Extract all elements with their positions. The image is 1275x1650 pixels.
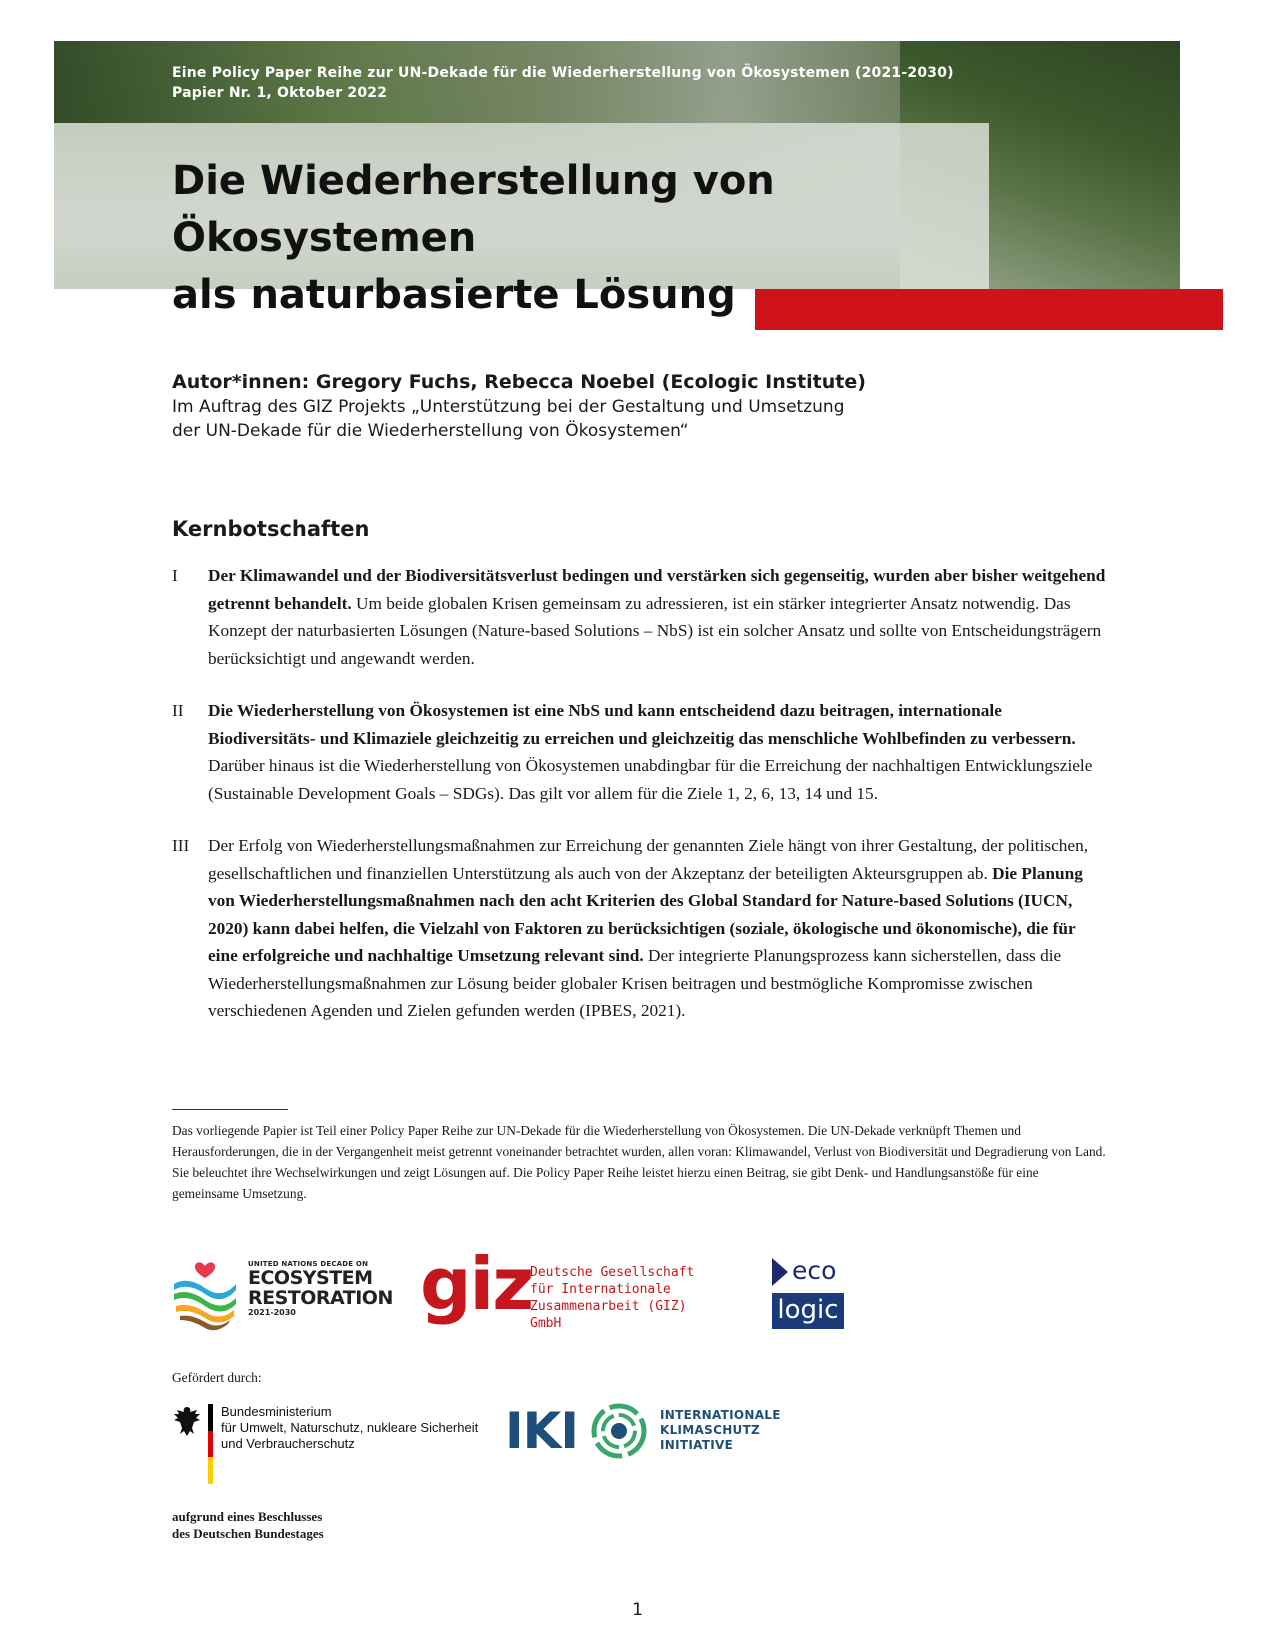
iki-line-3: INITIATIVE	[660, 1438, 734, 1452]
giz-line-2: für Internationale	[530, 1282, 671, 1297]
message-text	[208, 562, 1107, 672]
ecologic-top: eco	[792, 1256, 837, 1285]
header-banner	[54, 41, 1180, 318]
key-message-2	[172, 697, 1107, 807]
decision-line-2: des Deutschen Bundestages	[172, 1526, 324, 1541]
iki-line-2: KLIMASCHUTZ	[660, 1423, 761, 1437]
message-number: III	[172, 836, 190, 855]
page-number: 1	[632, 1600, 643, 1620]
footnote: Das vorliegende Papier ist Teil einer Policy Paper Reihe zur UN-Dekade für die Wiederherstellung von Ökosystemen. Die UN-Dekade verknüpft Themen und Herausforderungen, die in der Vergangenheit meist getrennt voneinander betrachtet wurden, allen voran: Klimawandel, Verlust von Biodiversität und Degradierung von Land. Sie beleuchtet ihre Wechselwirkungen und zeigt Lösungen auf. Die Policy Paper Reihe leistet hierzu einen Beitrag, sie gibt Denk- und Handlungsanstöße für eine gemeinsame Umsetzung.	[172, 1123, 1106, 1201]
message-number: I	[172, 566, 178, 585]
commission-line-2: der UN-Dekade für die Wiederherstellung von Ökosystemen“	[172, 421, 689, 441]
title-line-2: als naturbasierte Lösung	[172, 272, 736, 318]
un-decade-logo	[170, 1258, 393, 1330]
undr-line-2: RESTORATION	[248, 1287, 393, 1309]
series-line: Eine Policy Paper Reihe zur UN-Dekade für die Wiederherstellung von Ökosystemen (2021-2030)	[172, 65, 954, 81]
german-flag-stripe	[208, 1404, 213, 1484]
undr-small: UNITED NATIONS DECADE ON	[248, 1260, 369, 1268]
decision-line-1: aufgrund eines Beschlusses	[172, 1509, 323, 1524]
bmu-line-2: für Umwelt, Naturschutz, nukleare Sicherheit	[221, 1420, 479, 1435]
authors-line: Autor*innen: Gregory Fuchs, Rebecca Noebel (Ecologic Institute)	[172, 371, 866, 393]
title-line-1: Die Wiederherstellung von Ökosystemen	[172, 158, 775, 261]
giz-name	[530, 1264, 720, 1332]
giz-mark: giz	[420, 1242, 533, 1326]
message-text	[208, 697, 1107, 807]
message-number: II	[172, 701, 184, 720]
federal-eagle-icon	[172, 1404, 202, 1444]
footnote-rule	[172, 1109, 288, 1110]
key-message-1	[172, 562, 1107, 672]
series-info	[172, 63, 954, 103]
iki-text	[660, 1408, 781, 1453]
ecologic-triangle-icon	[772, 1258, 788, 1286]
giz-line-1: Deutsche Gesellschaft	[530, 1265, 695, 1280]
bmu-logo	[172, 1404, 492, 1484]
key-message-3	[172, 832, 1107, 1025]
iki-logo	[505, 1400, 805, 1462]
iki-mark: IKI	[505, 1402, 578, 1460]
message-bold: Die Planung von Wiederherstellungsmaßnahmen nach den acht Kriterien des Global Standard for Nature-based Solutions (IUCN, 2020) kann dabei helfen, die Vielzahl von Faktoren zu berücksichtigen (soziale, ökologische und ökonomische), die für eine erfolgreiche und nachhaltige Umsetzung relevant sind.	[208, 863, 1083, 965]
title-box	[54, 123, 989, 318]
iki-line-1: INTERNATIONALE	[660, 1408, 781, 1422]
red-accent-bar	[755, 289, 1223, 330]
message-pre: Der Erfolg von Wiederherstellungsmaßnahmen zur Erreichung der genannten Ziele hängt von ihrer Gestaltung, der politischen, gesellschaftlichen und finanziellen Unterstützung als auch von der Akzeptanz der beteiligten Akteursgruppen ab.	[208, 836, 1089, 883]
paper-line: Papier Nr. 1, Oktober 2022	[172, 85, 388, 101]
undr-line-1: ECOSYSTEM	[248, 1267, 373, 1289]
section-title: Kernbotschaften	[172, 517, 370, 541]
message-bold: Der Klimawandel und der Biodiversitätsverlust bedingen und verstärken sich gegenseitig, wurden aber bisher weitgehend getrennt behandelt.	[208, 566, 1106, 613]
giz-line-3: Zusammenarbeit (GIZ) GmbH	[530, 1299, 687, 1331]
funded-by-label: Gefördert durch:	[172, 1370, 262, 1385]
un-decade-icon	[170, 1258, 240, 1330]
ecologic-logo	[772, 1256, 844, 1332]
bundestag-decision	[172, 1508, 324, 1542]
bmu-text	[221, 1404, 478, 1452]
bmu-line-1: Bundesministerium	[221, 1404, 332, 1419]
message-bold: Die Wiederherstellung von Ökosystemen ist eine NbS und kann entscheidend dazu beitragen, internationale Biodiversitäts- und Klimaziele gleichzeitig zu erreichen und gleichzeitig das menschliche Wohlbefinden zu verbessern.	[208, 701, 1076, 748]
message-body: Der integrierte Planungsprozess kann sicherstellen, dass die Wiederherstellungsmaßnahmen zur Lösung beider globaler Krisen beitragen und bestmögliche Kompromisse zwischen verschiedenen Agenden und Zielen gefunden werden (IPBES, 2021).	[208, 946, 1062, 1020]
message-body: Um beide globalen Krisen gemeinsam zu adressieren, ist ein stärker integrierter Ansatz notwendig. Das Konzept der naturbasierten Lösungen (Nature-based Solutions – NbS) ist ein solcher Ansatz und sollte von Entscheidungsträgern berücksichtigt und angewandt werden.	[208, 593, 1102, 668]
undr-years: 2021-2030	[248, 1308, 296, 1317]
message-body: Darüber hinaus ist die Wiederherstellung von Ökosystemen unabdingbar für die Erreichung der nachhaltigen Entwicklungsziele (Sustainable Development Goals – SDGs). Das gilt vor allem für die Ziele 1, 2, 6, 13, 14 und 15.	[208, 756, 1093, 803]
message-text	[208, 832, 1107, 1025]
giz-logo	[420, 1242, 720, 1331]
authors-block	[172, 369, 866, 443]
un-decade-text	[248, 1260, 393, 1317]
ecologic-bottom: logic	[772, 1293, 844, 1329]
iki-ring-icon	[590, 1402, 648, 1460]
commission-line-1: Im Auftrag des GIZ Projekts „Unterstützung bei der Gestaltung und Umsetzung	[172, 397, 845, 417]
bmu-line-3: und Verbraucherschutz	[221, 1436, 355, 1451]
